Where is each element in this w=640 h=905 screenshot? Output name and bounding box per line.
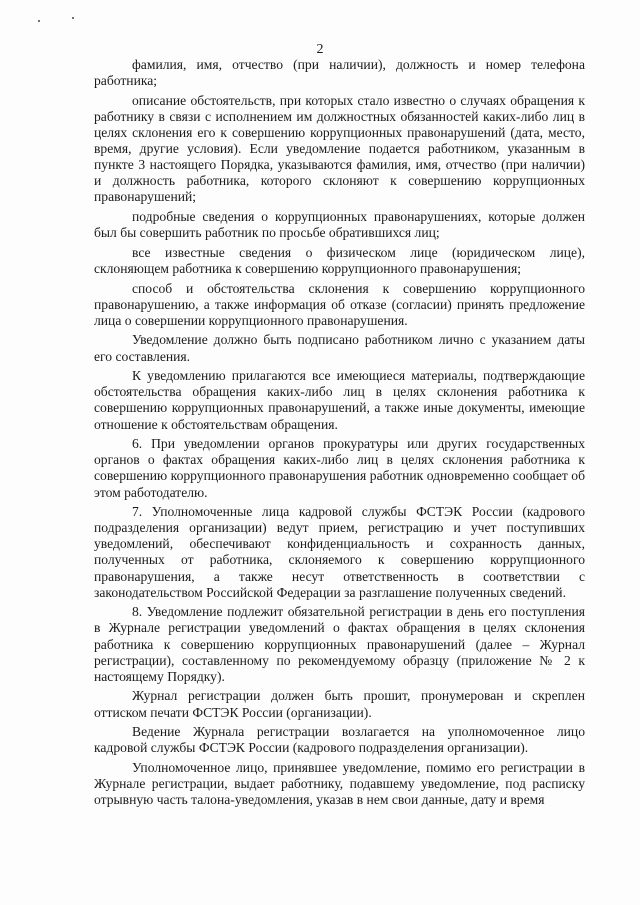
paragraph: Журнал регистрации должен быть прошит, пронумерован и скреплен оттиском печати ФСТЭК России (организации).	[94, 688, 585, 720]
paragraph: описание обстоятельств, при которых стало известно о случаях обращения к работнику в связи с исполнением им должностных обязанностей каких-либо лиц в целях склонения его к совершению коррупционных правонарушений (дата, место, время, другие условия). Если уведомление подается работником, указанным в пункте 3 настоящего Порядка, указываются фамилия, имя, отчество (при наличии) и должность работника, которого склоняют к совершению коррупционных правонарушений;	[94, 92, 585, 205]
page-number: 2	[316, 42, 324, 57]
paragraph: Уведомление должно быть подписано работником лично с указанием даты его составления.	[94, 332, 585, 364]
paragraph: К уведомлению прилагаются все имеющиеся материалы, подтверждающие обстоятельства обращения каких-либо лиц в целях склонения работника к совершению коррупционных правонарушений, а также иные документы, имеющие отношение к обстоятельствам обращения.	[94, 368, 585, 432]
paragraph: способ и обстоятельства склонения к совершению коррупционного правонарушению, а также информация об отказе (согласии) принять предложение лица о совершении коррупционного правонарушения.	[94, 280, 585, 328]
paragraph: Уполномоченное лицо, принявшее уведомление, помимо его регистрации в Журнале регистрации, выдает работнику, подавшему уведомление, под расписку отрывную часть талона-уведомления, указав в нем свои данные, дату и время	[94, 759, 585, 808]
paragraph: подробные сведения о коррупционных правонарушениях, которые должен был бы совершить работник по просьбе обратившихся лиц;	[94, 209, 585, 241]
paragraph: все известные сведения о физическом лице (юридическом лице), склоняющем работника к совершению коррупционного правонарушения;	[94, 244, 585, 276]
paragraph: 7. Уполномоченные лица кадровой службы ФСТЭК России (кадрового подразделения организации) ведут прием, регистрацию и учет поступивших уведомлений, обеспечивают конфиденциальность и сохранность данных, полученных от работника, склоняемого к совершению коррупционного правонарушения, а также несут ответственность в соответствии с законодательством Российской Федерации за разглашение полученных сведений.	[94, 504, 585, 600]
paragraph: фамилия, имя, отчество (при наличии), должность и номер телефона работника;	[94, 57, 585, 89]
paragraph: Ведение Журнала регистрации возлагается на уполномоченное лицо кадровой службы ФСТЭК России (кадрового подразделения организации).	[94, 724, 585, 756]
paragraph: 8. Уведомление подлежит обязательной регистрации в день его поступления в Журнале регистрации уведомлений о фактах обращения в целях склонения работника к совершению коррупционных правонарушений (далее – Журнал регистрации), составленному по рекомендуемому образцу (приложение № 2 к настоящему Порядку).	[94, 604, 585, 684]
paragraph: 6. При уведомлении органов прокуратуры или других государственных органов о фактах обращения каких-либо лиц в целях склонения работника к совершению коррупционного правонарушения работник одновременно сообщает об этом работодателю.	[94, 436, 585, 500]
document-body	[94, 57, 585, 812]
